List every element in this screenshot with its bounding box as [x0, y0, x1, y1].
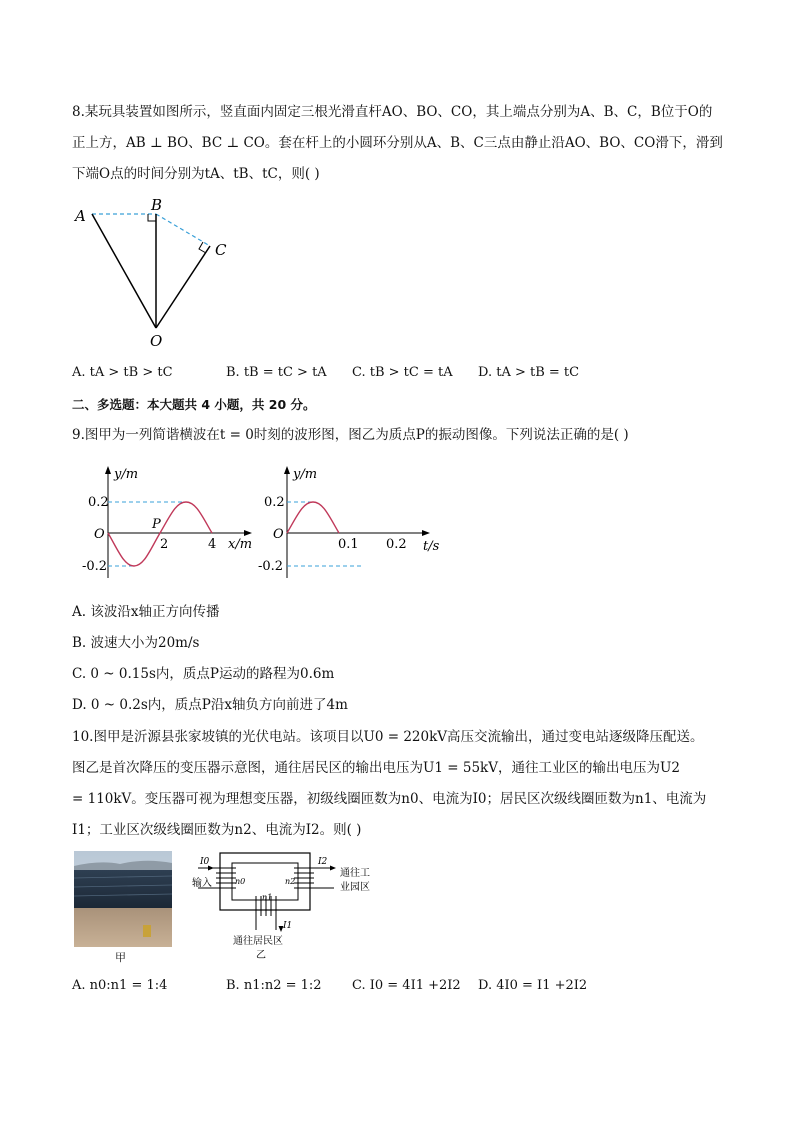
q8-option-a: A. tA > tB > tC [72, 365, 173, 380]
q10-option-b: B. n1:n2 = 1:2 [226, 978, 322, 993]
wave-xtick-2: 2 [160, 537, 169, 552]
label-input: 输入 [192, 878, 212, 889]
q10-text-line3: = 110kV。变压器可视为理想变压器，初级线圈匝数为n0、电流为I0；居民区次级线圈匝数为n1、电流为 [72, 791, 707, 807]
section-heading: 二、多选题：本大题共 4 小题，共 20 分。 [72, 397, 316, 412]
q10-option-c: C. I0 = 4I1 +2I2 [352, 978, 461, 993]
q10-option-d: D. 4I0 = I1 +2I2 [478, 978, 588, 993]
wave-origin: O [94, 527, 105, 542]
q8-option-c: C. tB > tC = tA [352, 365, 453, 380]
label-industry-2: 业园区 [340, 882, 370, 893]
vib-ytick-bottom: -0.2 [258, 559, 284, 574]
label-n1: n1 [262, 893, 273, 902]
vib-xtick-01: 0.1 [338, 537, 359, 552]
q8-option-d: D. tA > tB = tC [478, 365, 580, 380]
q9-text-line1: 9.图甲为一列简谐横波在t = 0时刻的波形图，图乙为质点P的振动图像。下列说法正确的是( ) [72, 427, 629, 443]
vib-ylabel: y/m [293, 467, 318, 482]
vib-origin: O [273, 527, 284, 542]
wave-xtick-4: 4 [208, 537, 217, 552]
diagram-caption: 乙 [256, 950, 266, 961]
q8-text-line3: 下端O点的时间分别为tA、tB、tC，则( ) [72, 166, 320, 182]
label-b: B [151, 196, 163, 214]
label-i2: I2 [318, 857, 328, 867]
label-industry-1: 通往工 [340, 868, 370, 879]
vib-ytick-top: 0.2 [264, 495, 285, 510]
vib-xlabel: t/s [423, 539, 440, 554]
wave-point-p: P [152, 517, 161, 532]
label-n0: n0 [235, 877, 246, 886]
q10-text-line2: 图乙是首次降压的变压器示意图，通往居民区的输出电压为U1 = 55kV，通往工业区的输出电压为U2 [72, 760, 680, 776]
q10-option-a: A. n0:n1 = 1:4 [72, 978, 168, 993]
wave-ytick-bottom: -0.2 [82, 559, 108, 574]
vib-xtick-02: 0.2 [386, 537, 407, 552]
wave-ytick-top: 0.2 [88, 495, 109, 510]
q8-text-line2: 正上方，AB ⊥ BO、BC ⊥ CO。套在杆上的小圆环分别从A、B、C三点由静止沿AO、BO、CO滑下，滑到 [72, 135, 723, 151]
wave-ylabel: y/m [114, 467, 139, 482]
photo-caption: 甲 [115, 951, 126, 964]
wave-xlabel: x/m [228, 537, 253, 552]
label-c: C [215, 241, 227, 259]
q10-text-line4: I1；工业区次级线圈匝数为n2、电流为I2。则( ) [72, 822, 362, 838]
label-i0: I0 [200, 857, 210, 867]
label-residential: 通往居民区 [233, 936, 283, 947]
q9-option-d: D. 0 ~ 0.2s内，质点P沿x轴负方向前进了4m [72, 697, 348, 713]
label-a: A [75, 207, 86, 225]
label-o: O [150, 332, 163, 350]
label-i1: I1 [283, 921, 293, 931]
q8-text-line1: 8.某玩具装置如图所示，竖直面内固定三根光滑直杆AO、BO、CO，其上端点分别为A、B、C，B位于O的 [72, 104, 713, 120]
label-n2: n2 [285, 877, 296, 886]
q9-option-c: C. 0 ~ 0.15s内，质点P运动的路程为0.6m [72, 666, 335, 682]
q9-option-b: B. 波速大小为20m/s [72, 635, 200, 651]
q10-text-line1: 10.图甲是沂源县张家坡镇的光伏电站。该项目以U0 = 220kV高压交流输出，通过变电站逐级降压配送。 [72, 729, 704, 745]
q8-option-b: B. tB = tC > tA [226, 365, 327, 380]
q9-option-a: A. 该波沿x轴正方向传播 [72, 604, 220, 620]
